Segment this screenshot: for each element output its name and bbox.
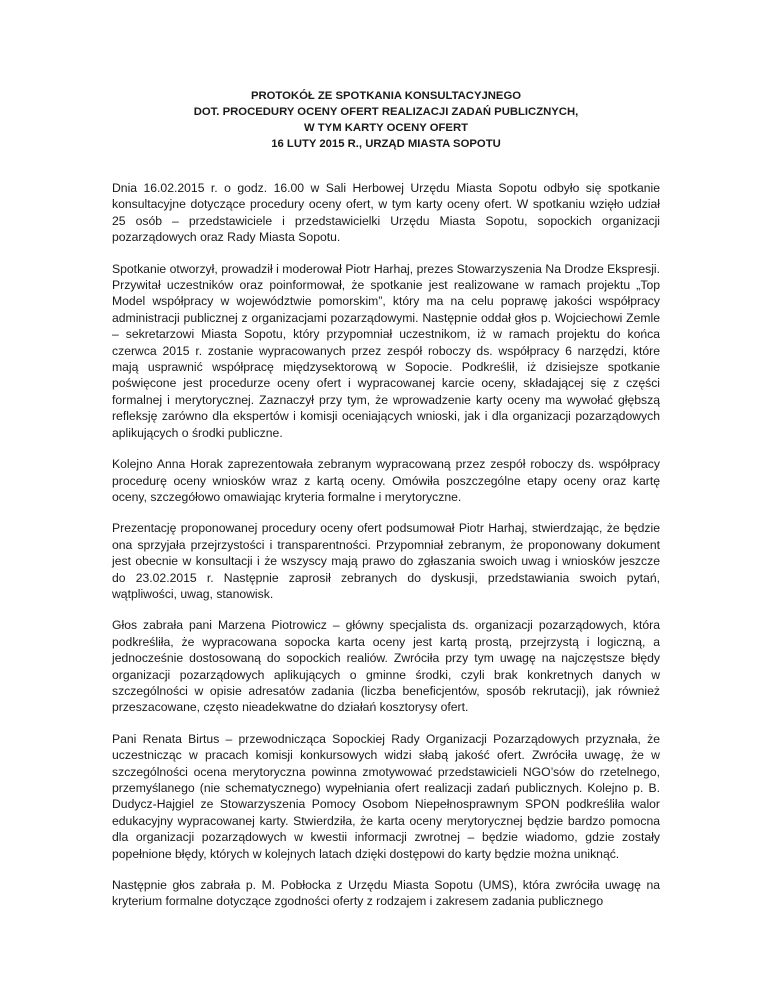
title-line: 16 LUTY 2015 R., URZĄD MIASTA SOPOTU — [271, 138, 501, 150]
paragraph-poblocka: Następnie głos zabrała p. M. Pobłocka z Urzędu Miasta Sopotu (UMS), która zwróciła uwagę na kryterium formalne dotyczące zgodności oferty z rodzajem i zakresem zadania publicznego — [112, 878, 660, 909]
paragraph-presentation: Kolejno Anna Horak zaprezentowała zebranym wypracowaną przez zespół roboczy ds. współpracy procedurę oceny wniosków wraz z kartą oceny. Omówiła poszczególne etapy oceny oraz kartę oceny, szczegółowo omawiając kryteria formalne i merytoryczne. — [112, 457, 660, 504]
paragraph-birtus: Pani Renata Birtus – przewodnicząca Sopockiej Rady Organizacji Pozarządowych przyznała, że uczestnicząc w pracach komisji konkursowych widzi słabą jakość ofert. Zwróciła uwagę, że w szczególności ocena merytoryczna powinna zmotywować przedstawicieli NGO’sów do rzetelnego, przemyślanego (nie schematycznego) wypełniania ofert realizacji zadań publicznych. Kolejno p. B. Dudycz-Hajgiel ze Stowarzyszenia Pomocy Osobom Niepełnosprawnym SPON podkreśliła walor edukacyjny wypracowanej karty. Stwierdziła, że karta oceny merytorycznej będzie bardzo pomocna dla organizacji pozarządowych w kwestii informacji zwrotnej – będzie wiadomo, gdzie zostały popełnione błędy, których w kolejnych latach dzięki dostępowi do karty będzie można uniknąć. — [112, 731, 660, 861]
paragraph-meeting-intro: Dnia 16.02.2015 r. o godz. 16.00 w Sali Herbowej Urzędu Miasta Sopotu odbyło się spotkanie konsultacyjne dotyczące procedury oceny ofert, w tym karty oceny ofert. W spotkaniu wzięło udział 25 osób – przedstawiciele i przedstawicielki Urzędu Miasta Sopotu, sopockich organizacji pozarządowych oraz Rady Miasta Sopotu. — [112, 181, 660, 245]
paragraph-opening: Spotkanie otworzył, prowadził i moderował Piotr Harhaj, prezes Stowarzyszenia Na Drodze Ekspresji. Przywitał uczestników oraz poinformował, że spotkanie jest realizowane w ramach projektu „Top Model współpracy w województwie pomorskim”, który ma na celu poprawę jakości współpracy administracji publicznej z organizacjami pozarządowymi. Następnie oddał głos p. Wojciechowi Zemle – sekretarzowi Miasta Sopotu, który przypomniał uczestnikom, iż w ramach projektu do końca czerwca 2015 r. zostanie wypracowanych przez zespół roboczy ds. współpracy 6 narzędzi, które mają usprawnić współpracę międzysektorową w Sopocie. Podkreślił, iż dzisiejsze spotkanie poświęcone jest procedurze oceny ofert i wypracowanej karcie oceny, składającej się z części formalnej i merytorycznej. Zaznaczył przy tym, że wprowadzenie karty oceny ma wywołać głębszą refleksję zarówno dla ekspertów i komisji oceniających wnioski, jak i dla organizacji pozarządowych aplikujących o środki publiczne. — [112, 261, 660, 440]
title-line: W TYM KARTY OCENY OFERT — [303, 122, 469, 134]
document-page — [112, 88, 660, 925]
document-title — [112, 88, 660, 152]
paragraph-piotrowicz: Głos zabrała pani Marzena Piotrowicz – główny specjalista ds. organizacji pozarządowych, która podkreśliła, że wypracowana sopocka karta oceny jest kartą prostą, przejrzystą i logiczną, a jednocześnie dostosowaną do sopockich realiów. Zwróciła przy tym uwagę na najczęstsze błędy organizacji pozarządowych aplikujących o gminne środki, czyli brak konkretnych danych w szczególności w opisie adresatów zadania (liczba beneficjentów, sposób rekrutacji), jak również przeszacowane, często nieadekwatne do działań kosztorysy ofert. — [112, 618, 660, 715]
title-line: PROTOKÓŁ ZE SPOTKANIA KONSULTACYJNEGO — [250, 90, 522, 102]
title-line: DOT. PROCEDURY OCENY OFERT REALIZACJI ZADAŃ PUBLICZNYCH, — [193, 106, 579, 118]
paragraph-summary: Prezentację proponowanej procedury oceny ofert podsumował Piotr Harhaj, stwierdzając, że będzie ona sprzyjała przejrzystości i transparentności. Przypomniał zebranym, że proponowany dokument jest obecnie w konsultacji i że wszyscy mają prawo do zgłaszania swoich uwag i wniosków jeszcze do 23.02.2015 r. Następnie zaprosił zebranych do dyskusji, przedstawiania swoich pytań, wątpliwości, uwag, stanowisk. — [112, 521, 660, 601]
